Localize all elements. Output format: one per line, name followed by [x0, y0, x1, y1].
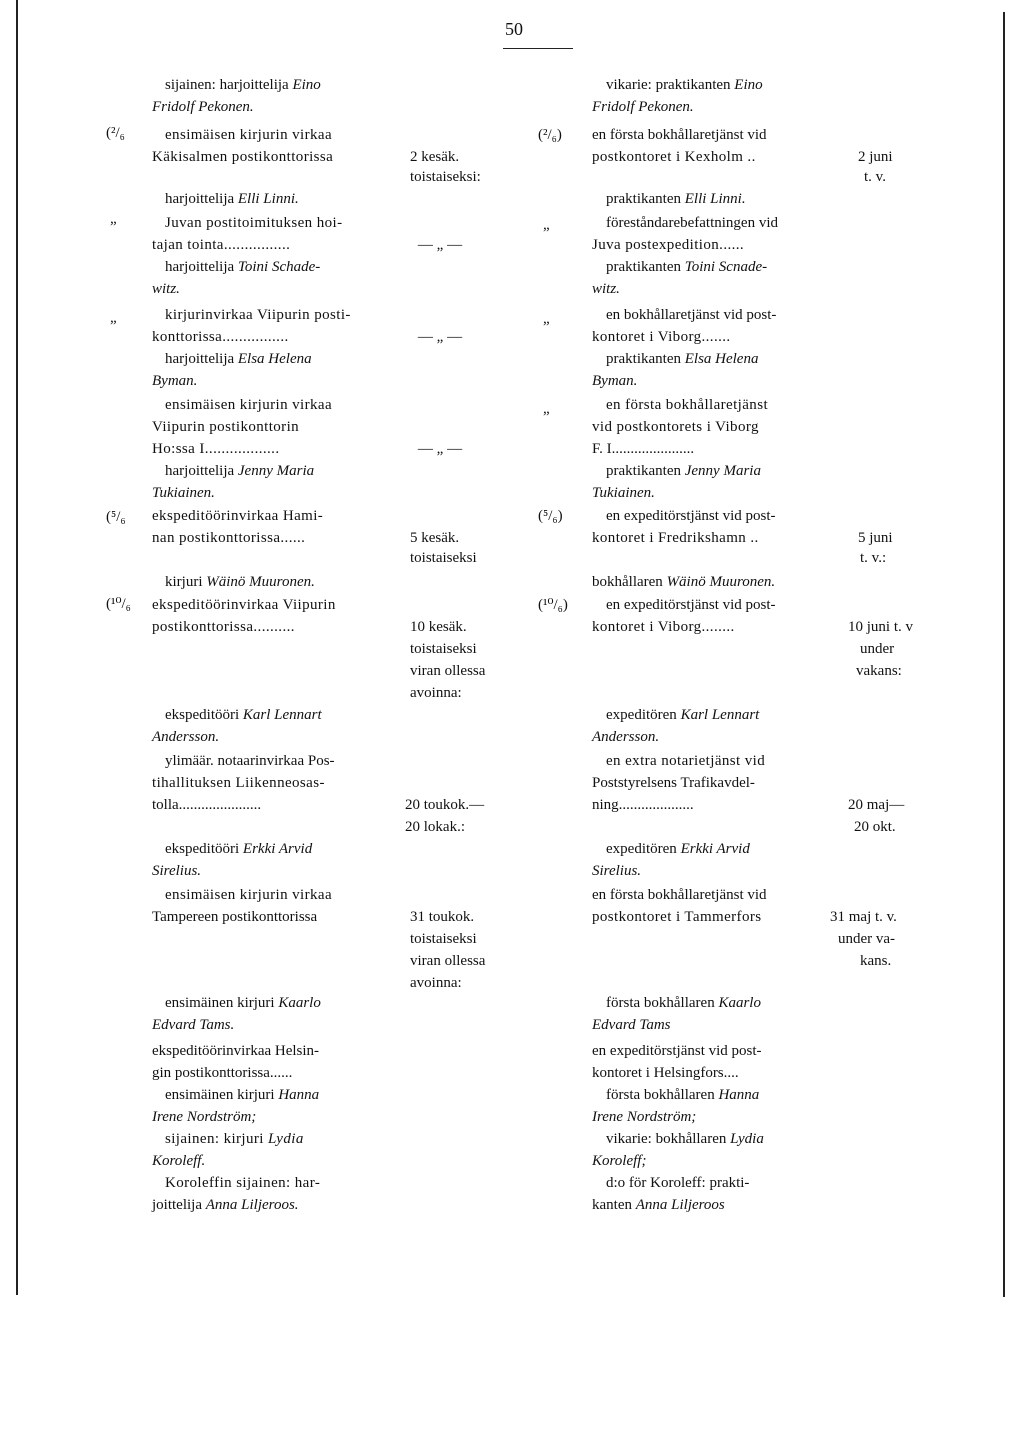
date-value: 10 kesäk. [410, 619, 467, 635]
left-ditto-marker: „ [110, 211, 117, 227]
right-ditto-marker: „ [543, 401, 550, 417]
entry-line: första bokhållaren Hanna [606, 1087, 760, 1103]
date-value: under va- [838, 931, 896, 947]
right-ditto-marker: „ [543, 217, 550, 233]
entry-line: en expeditörstjänst vid post- [606, 508, 776, 524]
ditto-mark: — „ — [417, 329, 463, 345]
scan-edge-left [16, 0, 18, 1295]
entry-name: Andersson. [152, 729, 220, 745]
entry-line: Koroleffin sijainen: har- [165, 1175, 321, 1191]
entry-line: d:o för Koroleff: prakti- [606, 1175, 750, 1191]
entry-line: Juva postexpedition...... [592, 237, 745, 253]
entry-line: praktikanten Toini Scnade- [606, 259, 768, 275]
right-date-marker: (¹⁰/₆) [538, 597, 568, 613]
date-value: 2 juni [858, 149, 893, 165]
entry-line: Juvan postitoimituksen hoi- [165, 215, 343, 231]
entry-name: Koroleff. [152, 1153, 206, 1169]
entry-line: tihallituksen Liikenneosas- [152, 775, 325, 791]
entry-name: Sirelius. [592, 863, 642, 879]
entry-name: Tukiainen. [152, 485, 215, 501]
entry-line: bokhållaren Wäinö Muuronen. [592, 574, 776, 590]
date-value: under [860, 641, 895, 657]
entry-line: ensimäisen kirjurin virkaa [165, 397, 333, 413]
entry-line: ekspeditöörinvirkaa Hami- [152, 508, 324, 524]
date-value: avoinna: [410, 685, 462, 701]
date-value: 31 toukok. [410, 909, 475, 925]
entry-line: vikarie: bokhållaren Lydia [606, 1131, 764, 1147]
left-date-marker: (⁵/₆ [106, 509, 126, 525]
entry-line: praktikanten Jenny Maria [606, 463, 761, 479]
entry-line: postikonttorissa.......... [152, 619, 295, 635]
date-value: toistaiseksi [410, 641, 477, 657]
entry-name: witz. [152, 281, 180, 297]
header-rule [503, 48, 573, 49]
entry-line: en extra notarietjänst vid [606, 753, 766, 769]
ditto-mark: — „ — [417, 237, 463, 253]
entry-name: Sirelius. [152, 863, 202, 879]
entry-line: Tampereen postikonttorissa [152, 909, 318, 925]
date-value: viran ollessa [410, 953, 486, 969]
entry-line: postkontoret i Kexholm .. [592, 149, 756, 165]
entry-name: Irene Nordström; [152, 1109, 257, 1125]
right-ditto-marker: „ [543, 311, 550, 327]
entry-name: Edvard Tams [592, 1017, 671, 1033]
entry-line: ekspeditööri Karl Lennart [165, 707, 322, 723]
left-date-marker: (²/₆ [106, 125, 125, 141]
entry-name: Byman. [592, 373, 638, 389]
entry-line: en bokhållaretjänst vid post- [606, 307, 777, 323]
entry-name: Koroleff; [592, 1153, 647, 1169]
entry-line: konttorissa................ [152, 329, 289, 345]
entry-line: en första bokhållaretjänst vid [592, 887, 767, 903]
entry-line: expeditören Karl Lennart [606, 707, 760, 723]
entry-line: ensimäinen kirjuri Hanna [165, 1087, 320, 1103]
entry-line: vikarie: praktikanten Eino [606, 77, 763, 93]
entry-line: tolla...................... [152, 797, 262, 813]
date-value: t. v. [864, 169, 886, 185]
date-value: 20 maj— [848, 797, 905, 813]
date-value: 5 juni [858, 530, 893, 546]
entry-line: harjoittelija Jenny Maria [165, 463, 315, 479]
entry-name: Edvard Tams. [152, 1017, 235, 1033]
ditto-mark: — „ — [417, 441, 463, 457]
entry-line: en första bokhållaretjänst vid [592, 127, 767, 143]
entry-line: kontoret i Viborg........ [592, 619, 735, 635]
entry-line: harjoittelija Elli Linni. [165, 191, 299, 207]
date-value: t. v.: [860, 550, 887, 566]
entry-line: ekspeditööri Erkki Arvid [165, 841, 313, 857]
entry-line: postkontoret i Tammerfors [592, 909, 762, 925]
entry-name: Tukiainen. [592, 485, 655, 501]
entry-line: kirjurinvirkaa Viipurin posti- [165, 307, 351, 323]
entry-name: Fridolf Pekonen. [592, 99, 694, 115]
entry-line: praktikanten Elsa Helena [606, 351, 759, 367]
left-date-marker: (¹⁰/₆ [106, 596, 131, 612]
date-value: 20 toukok.— [405, 797, 485, 813]
date-value: toistaiseksi [410, 931, 477, 947]
entry-line: kontoret i Viborg....... [592, 329, 731, 345]
entry-line: kanten Anna Liljeroos [592, 1197, 725, 1213]
entry-line: Poststyrelsens Trafikavdel- [592, 775, 755, 791]
entry-line: kirjuri Wäinö Muuronen. [165, 574, 315, 590]
right-date-marker: (⁵/₆) [538, 508, 563, 524]
entry-line: en första bokhållaretjänst [606, 397, 769, 413]
entry-line: Ho:ssa I.................. [152, 441, 280, 457]
left-ditto-marker: „ [110, 310, 117, 326]
entry-name: Fridolf Pekonen. [152, 99, 254, 115]
entry-line: ekspeditöörinvirkaa Viipurin [152, 597, 336, 613]
page-number: 50 [505, 19, 523, 39]
entry-line: ekspeditöörinvirkaa Helsin- [152, 1043, 320, 1059]
entry-line: sijainen: kirjuri Lydia [165, 1131, 304, 1147]
date-value: 2 kesäk. [410, 149, 460, 165]
entry-line: Käkisalmen postikonttorissa [152, 149, 334, 165]
right-date-marker: (²/₆) [538, 127, 562, 143]
entry-line: ylimäär. notaarinvirkaa Pos- [165, 753, 335, 769]
entry-line: en expeditörstjänst vid post- [606, 597, 776, 613]
date-value: toistaiseksi: [410, 169, 481, 185]
date-value: kans. [860, 953, 892, 969]
entry-line: ning.................... [592, 797, 694, 813]
scan-edge-right [1003, 12, 1005, 1297]
entry-line: F. I...................... [592, 441, 695, 457]
date-value: avoinna: [410, 975, 462, 991]
entry-name: Byman. [152, 373, 198, 389]
date-value: 20 lokak.: [405, 819, 465, 835]
date-value: toistaiseksi [410, 550, 477, 566]
entry-line: ensimäisen kirjurin virkaa [165, 127, 333, 143]
date-value: vakans: [856, 663, 902, 679]
entry-line: harjoittelija Elsa Helena [165, 351, 312, 367]
entry-line: gin postikonttorissa...... [152, 1065, 293, 1081]
entry-line: harjoittelija Toini Schade- [165, 259, 321, 275]
entry-line: kontoret i Helsingfors.... [592, 1065, 739, 1081]
entry-line: sijainen: harjoittelija Eino [165, 77, 321, 93]
entry-line: Viipurin postikonttorin [152, 419, 300, 435]
entry-line: nan postikonttorissa...... [152, 530, 306, 546]
entry-line: praktikanten Elli Linni. [606, 191, 746, 207]
entry-name: Andersson. [592, 729, 660, 745]
entry-line: tajan tointa................ [152, 237, 291, 253]
entry-name: Irene Nordström; [592, 1109, 697, 1125]
date-value: viran ollessa [410, 663, 486, 679]
entry-line: en expeditörstjänst vid post- [592, 1043, 762, 1059]
date-value: 20 okt. [854, 819, 896, 835]
entry-line: ensimäisen kirjurin virkaa [165, 887, 333, 903]
entry-line: joittelija Anna Liljeroos. [152, 1197, 299, 1213]
entry-name: witz. [592, 281, 620, 297]
entry-line: kontoret i Fredrikshamn .. [592, 530, 759, 546]
entry-line: expeditören Erkki Arvid [606, 841, 750, 857]
entry-line: första bokhållaren Kaarlo [606, 995, 761, 1011]
date-value: 5 kesäk. [410, 530, 460, 546]
date-value: 31 maj t. v. [830, 909, 897, 925]
entry-line: föreståndarebefattningen vid [606, 215, 779, 231]
entry-line: vid postkontorets i Viborg [592, 419, 759, 435]
entry-line: ensimäinen kirjuri Kaarlo [165, 995, 321, 1011]
date-value: 10 juni t. v [848, 619, 914, 635]
